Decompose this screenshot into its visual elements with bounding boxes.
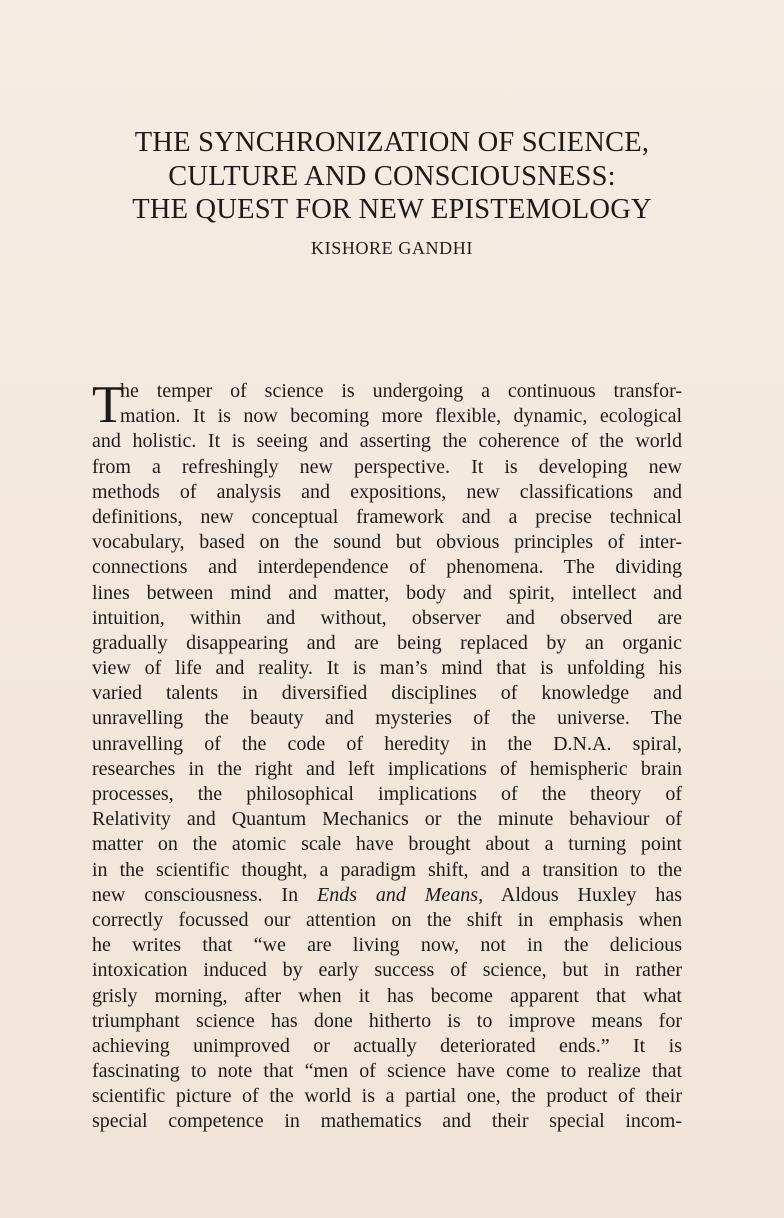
body-line: scientific picture of the world is a partial one, the product of their <box>92 1085 682 1108</box>
title-line-2: CULTURE AND CONSCIOUSNESS: <box>168 160 616 192</box>
body-line: unravelling the beauty and mysteries of the universe. The <box>92 707 682 730</box>
body-line: triumphant science has done hitherto is to improve means for <box>92 1009 682 1032</box>
chapter-title <box>0 126 784 227</box>
title-line-3: THE QUEST FOR NEW EPISTEMOLOGY <box>132 194 652 225</box>
body-line: vocabulary, based on the sound but obvious principles of inter- <box>92 531 682 554</box>
body-line: special competence in mathematics and their special incom- <box>92 1110 682 1133</box>
body-line: connections and interdependence of phenomena. The dividing <box>92 556 682 579</box>
body-line: grisly morning, after when it has become apparent that what <box>92 984 682 1007</box>
body-line: view of life and reality. It is man’s mind that is unfolding his <box>92 657 682 680</box>
body-paragraph <box>92 376 682 1135</box>
body-line: from a refreshingly new perspective. It is developing new <box>92 455 682 478</box>
body-line: mation. It is now becoming more flexible, dynamic, ecological <box>120 405 682 428</box>
author-name: KISHORE GANDHI <box>311 238 473 258</box>
body-line: intuition, within and without, observer and observed are <box>92 606 682 629</box>
body-line: processes, the philosophical implications of the theory of <box>92 783 682 805</box>
body-line: researches in the right and left implications of hemispheric brain <box>92 757 682 780</box>
body-line-end: Aldous Huxley has <box>483 883 682 906</box>
body-line: matter on the atomic scale have brought about a turning point <box>92 833 682 856</box>
body-line: methods of analysis and expositions, new classifications and <box>92 480 682 503</box>
body-line: he writes that “we are living now, not in the delicious <box>92 934 682 957</box>
body-line: gradually disappearing and are being replaced by an organic <box>92 631 682 654</box>
body-line-with-italic <box>92 883 682 908</box>
body-line: lines between mind and matter, body and spirit, intellect and <box>92 581 682 604</box>
body-line: correctly focussed our attention on the shift in emphasis when <box>92 908 682 931</box>
title-line-1: THE SYNCHRONIZATION OF SCIENCE, <box>134 127 650 158</box>
body-line: varied talents in diversified disciplines of knowledge and <box>92 682 682 705</box>
body-line: Relativity and Quantum Mechanics or the minute behaviour of <box>92 808 682 831</box>
drop-cap: T <box>92 376 125 434</box>
body-line: in the scientific thought, a paradigm shift, and a transition to the <box>92 858 682 881</box>
body-line-start: new consciousness. In <box>92 883 317 906</box>
book-title-italic: Ends and Means, <box>316 883 484 906</box>
body-line: and holistic. It is seeing and asserting the coherence of the world <box>92 430 682 453</box>
body-line: fascinating to note that “men of science have come to realize that <box>92 1060 682 1083</box>
body-line: he temper of science is undergoing a continuous transfor- <box>120 380 682 402</box>
body-line: achieving unimproved or actually deteriorated ends.” It is <box>92 1034 682 1057</box>
body-line: definitions, new conceptual framework and a precise technical <box>92 505 682 528</box>
body-line: intoxication induced by early success of science, but in rather <box>92 959 682 982</box>
body-line: unravelling of the code of heredity in the D.N.A. spiral, <box>92 732 682 755</box>
